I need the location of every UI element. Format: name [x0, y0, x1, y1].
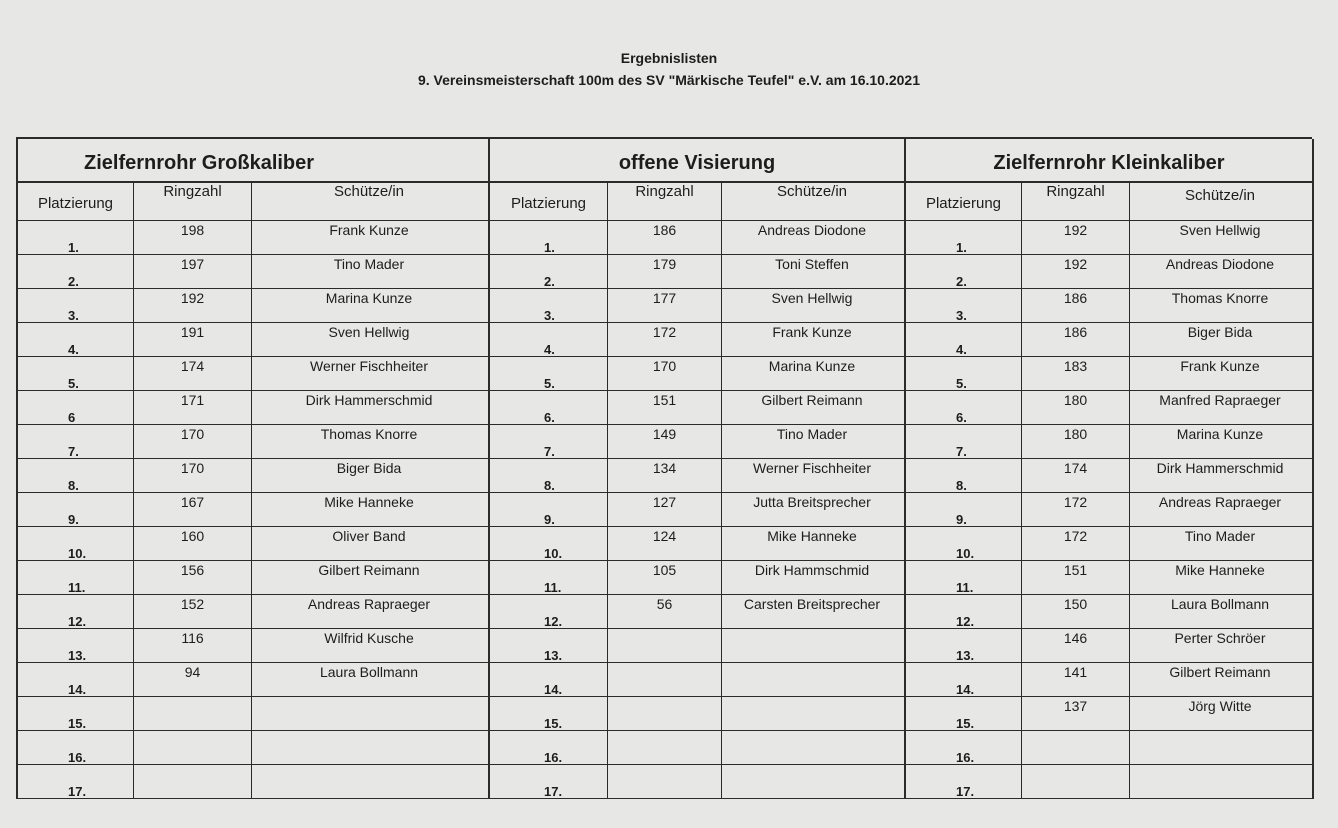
rings-cell: 167: [134, 493, 252, 526]
section-title: [18, 139, 488, 183]
place-cell: [490, 561, 608, 594]
column-header-shooter: Schütze/in: [333, 183, 405, 200]
table-row: [906, 391, 1312, 425]
place-cell: [490, 527, 608, 560]
place-value: 11.: [956, 580, 974, 595]
place-cell: [18, 629, 134, 662]
table-row: [18, 731, 488, 765]
shooter-cell: [722, 731, 902, 764]
table-row: [906, 357, 1312, 391]
column-header-row: [18, 183, 488, 221]
place-cell: [18, 221, 134, 254]
shooter-cell: [252, 697, 486, 730]
place-value: 7.: [544, 444, 555, 459]
shooter-cell: Sven Hellwig: [771, 290, 853, 306]
place-value: 17.: [544, 784, 563, 799]
table-row: [906, 459, 1312, 493]
shooter-cell: Dirk Hammschmid: [754, 562, 870, 578]
shooter-cell: Thomas Knorre: [320, 426, 418, 442]
rings-cell: 151: [608, 391, 722, 424]
place-cell: [906, 493, 1022, 526]
place-value: 10.: [956, 546, 975, 561]
rings-cell: 170: [608, 357, 722, 390]
place-cell: [490, 459, 608, 492]
shooter-cell: Biger Bida: [1187, 324, 1253, 340]
shooter-cell: Tino Mader: [333, 256, 405, 272]
rings-cell: 177: [608, 289, 722, 322]
place-value: 10.: [68, 546, 87, 561]
shooter-cell: [722, 663, 902, 696]
place-value: 3.: [544, 308, 555, 323]
shooter-cell: Tino Mader: [776, 426, 848, 442]
place-cell: [18, 731, 134, 764]
rings-cell: 179: [608, 255, 722, 288]
rings-cell: 124: [608, 527, 722, 560]
place-value: 5.: [956, 376, 967, 391]
place-value: 8.: [68, 478, 79, 493]
shooter-cell: Laura Bollmann: [1170, 596, 1270, 612]
column-header-shooter: Schütze/in: [1184, 187, 1256, 204]
rings-cell: [608, 731, 722, 764]
table-row: [18, 425, 488, 459]
rings-cell: 134: [608, 459, 722, 492]
shooter-cell: Sven Hellwig: [328, 324, 410, 340]
shooter-cell: [722, 629, 902, 662]
shooter-cell: Mike Hanneke: [1175, 562, 1265, 578]
rings-cell: 174: [134, 357, 252, 390]
place-cell: [490, 765, 608, 798]
place-value: 5.: [68, 376, 79, 391]
shooter-cell: Frank Kunze: [1180, 358, 1260, 374]
table-row: [906, 731, 1312, 765]
shooter-cell: Marina Kunze: [325, 290, 413, 306]
rings-cell: 172: [608, 323, 722, 356]
place-value: 12.: [956, 614, 975, 629]
table-row: [18, 561, 488, 595]
place-cell: [490, 663, 608, 696]
place-cell: [18, 697, 134, 730]
table-row: [490, 357, 904, 391]
place-value: 14.: [544, 682, 563, 697]
table-row: [906, 425, 1312, 459]
column-header-place: Platzierung: [18, 183, 134, 220]
rings-cell: [608, 663, 722, 696]
place-value: 1.: [956, 240, 967, 255]
table-row: [906, 561, 1312, 595]
shooter-cell: Marina Kunze: [1176, 426, 1264, 442]
rings-cell: 137: [1022, 697, 1130, 730]
rings-cell: 149: [608, 425, 722, 458]
place-cell: [18, 663, 134, 696]
table-row: [906, 663, 1312, 697]
place-cell: [490, 629, 608, 662]
place-cell: [18, 459, 134, 492]
shooter-cell: Jörg Witte: [1188, 698, 1252, 714]
table-row: [906, 697, 1312, 731]
place-cell: [490, 731, 608, 764]
place-cell: [906, 697, 1022, 730]
shooter-cell: Werner Fischheiter: [309, 358, 428, 374]
place-value: 7.: [68, 444, 79, 459]
table-row: [490, 221, 904, 255]
shooter-cell: Gilbert Reimann: [318, 562, 420, 578]
rings-cell: [1022, 731, 1130, 764]
rings-cell: 146: [1022, 629, 1130, 662]
table-row: [18, 595, 488, 629]
place-value: 11.: [544, 580, 562, 595]
place-value: 12.: [544, 614, 563, 629]
table-row: [18, 221, 488, 255]
place-value: 1.: [68, 240, 79, 255]
place-value: 15.: [544, 716, 563, 731]
place-value: 2.: [544, 274, 555, 289]
rings-cell: [608, 629, 722, 662]
place-value: 4.: [544, 342, 555, 357]
place-value: 4.: [956, 342, 967, 357]
results-table: [16, 137, 1312, 799]
place-cell: [490, 357, 608, 390]
section-title-text: offene Visierung: [618, 152, 776, 174]
rings-cell: 105: [608, 561, 722, 594]
table-row: [906, 289, 1312, 323]
table-row: [18, 697, 488, 731]
rings-cell: 198: [134, 221, 252, 254]
place-value: 12.: [68, 614, 87, 629]
shooter-cell: Jutta Breitsprecher: [753, 494, 871, 510]
table-row: [18, 255, 488, 289]
rings-cell: 151: [1022, 561, 1130, 594]
shooter-cell: Wilfrid Kusche: [324, 630, 414, 646]
place-cell: [906, 765, 1022, 798]
place-cell: [18, 357, 134, 390]
table-row: [18, 493, 488, 527]
document-subtitle: 9. Vereinsmeisterschaft 100m des SV "Märkische Teufel" e.V. am 16.10.2021: [417, 72, 920, 88]
table-row: [490, 765, 904, 799]
place-cell: [906, 561, 1022, 594]
rings-cell: [1022, 765, 1130, 798]
rings-cell: 116: [134, 629, 252, 662]
table-row: [906, 595, 1312, 629]
rings-cell: 186: [608, 221, 722, 254]
place-value: 14.: [956, 682, 975, 697]
table-row: [490, 459, 904, 493]
rings-cell: 156: [134, 561, 252, 594]
section-1: [18, 139, 490, 799]
place-value: 6.: [956, 410, 967, 425]
shooter-cell: Manfred Rapraeger: [1159, 392, 1281, 408]
shooter-cell: Oliver Band: [332, 528, 406, 544]
place-cell: [906, 459, 1022, 492]
table-row: [490, 595, 904, 629]
rings-cell: 172: [1022, 527, 1130, 560]
shooter-cell: Andreas Diodone: [757, 222, 867, 238]
rings-cell: 160: [134, 527, 252, 560]
shooter-cell: [252, 765, 486, 798]
place-value: 8.: [544, 478, 555, 493]
place-value: 14.: [68, 682, 87, 697]
table-row: [490, 493, 904, 527]
place-cell: [490, 221, 608, 254]
rings-cell: 172: [1022, 493, 1130, 526]
table-row: [490, 697, 904, 731]
place-cell: [906, 731, 1022, 764]
rings-cell: 197: [134, 255, 252, 288]
rings-cell: 180: [1022, 391, 1130, 424]
place-value: 13.: [544, 648, 563, 663]
shooter-cell: Andreas Rapraeger: [1158, 494, 1282, 510]
document-title: Ergebnislisten: [620, 50, 718, 66]
shooter-cell: Mike Hanneke: [324, 494, 414, 510]
place-value: 1.: [544, 240, 555, 255]
table-row: [490, 425, 904, 459]
shooter-cell: [722, 697, 902, 730]
column-header-row: [906, 183, 1312, 221]
place-cell: [490, 255, 608, 288]
table-row: [490, 527, 904, 561]
column-header-place: Platzierung: [906, 183, 1022, 220]
section-3: [906, 139, 1314, 799]
place-cell: [906, 323, 1022, 356]
shooter-cell: Dirk Hammerschmid: [1156, 460, 1284, 476]
place-value: 9.: [68, 512, 79, 527]
place-value: 15.: [68, 716, 87, 731]
table-row: [18, 663, 488, 697]
shooter-cell: Gilbert Reimann: [761, 392, 863, 408]
section-title-text: Zielfernrohr Kleinkaliber: [993, 152, 1225, 174]
place-cell: [490, 595, 608, 628]
place-cell: [18, 527, 134, 560]
shooter-cell: Dirk Hammerschmid: [305, 392, 433, 408]
place-cell: [490, 697, 608, 730]
column-header-rings: Ringzahl: [134, 183, 252, 220]
place-value: 17.: [68, 784, 87, 799]
place-value: 3.: [956, 308, 967, 323]
place-value: 3.: [68, 308, 79, 323]
shooter-cell: [1130, 731, 1310, 764]
rings-cell: 191: [134, 323, 252, 356]
place-cell: [18, 425, 134, 458]
rings-cell: 180: [1022, 425, 1130, 458]
rings-cell: 171: [134, 391, 252, 424]
table-row: [490, 255, 904, 289]
table-row: [490, 391, 904, 425]
table-row: [18, 391, 488, 425]
place-value: 2.: [956, 274, 967, 289]
shooter-cell: Frank Kunze: [772, 324, 852, 340]
place-cell: [490, 323, 608, 356]
rings-cell: 56: [608, 595, 722, 628]
place-value: 9.: [544, 512, 555, 527]
shooter-cell: Werner Fischheiter: [752, 460, 871, 476]
rings-cell: 192: [1022, 255, 1130, 288]
place-cell: [906, 221, 1022, 254]
place-cell: [906, 255, 1022, 288]
shooter-cell: Sven Hellwig: [1179, 222, 1261, 238]
rings-cell: 183: [1022, 357, 1130, 390]
table-row: [18, 357, 488, 391]
rings-cell: 170: [134, 459, 252, 492]
rings-cell: 150: [1022, 595, 1130, 628]
place-cell: [906, 527, 1022, 560]
place-value: 4.: [68, 342, 79, 357]
table-row: [490, 629, 904, 663]
shooter-cell: [252, 731, 486, 764]
place-cell: [18, 595, 134, 628]
rings-cell: 192: [1022, 221, 1130, 254]
place-value: 7.: [956, 444, 967, 459]
place-value: 2.: [68, 274, 79, 289]
table-row: [490, 323, 904, 357]
shooter-cell: Toni Steffen: [775, 256, 849, 272]
place-value: 10.: [544, 546, 563, 561]
table-row: [18, 629, 488, 663]
place-cell: [906, 357, 1022, 390]
place-value: 16.: [956, 750, 975, 765]
place-cell: [18, 255, 134, 288]
rings-cell: 152: [134, 595, 252, 628]
shooter-cell: Mike Hanneke: [767, 528, 857, 544]
table-row: [18, 323, 488, 357]
table-row: [18, 765, 488, 799]
table-row: [490, 731, 904, 765]
place-cell: [18, 493, 134, 526]
place-cell: [18, 561, 134, 594]
shooter-cell: Gilbert Reimann: [1169, 664, 1271, 680]
rings-cell: 192: [134, 289, 252, 322]
rings-cell: [134, 765, 252, 798]
column-header-row: [490, 183, 904, 221]
rings-cell: 174: [1022, 459, 1130, 492]
shooter-cell: Andreas Diodone: [1165, 256, 1275, 272]
table-row: [490, 663, 904, 697]
shooter-cell: Andreas Rapraeger: [307, 596, 431, 612]
column-header-rings: Ringzahl: [1022, 183, 1130, 220]
table-row: [490, 289, 904, 323]
place-cell: [18, 765, 134, 798]
section-title: [490, 139, 904, 183]
shooter-cell: Biger Bida: [336, 460, 402, 476]
section-title-text: Zielfernrohr Großkaliber: [84, 152, 315, 174]
table-row: [18, 527, 488, 561]
place-value: 5.: [544, 376, 555, 391]
place-value: 11.: [68, 580, 86, 595]
table-row: [906, 323, 1312, 357]
shooter-cell: Marina Kunze: [768, 358, 856, 374]
place-value: 6.: [544, 410, 555, 425]
table-row: [490, 561, 904, 595]
column-header-place: Platzierung: [490, 183, 608, 220]
place-cell: [906, 629, 1022, 662]
shooter-cell: [722, 765, 902, 798]
shooter-cell: Laura Bollmann: [319, 664, 419, 680]
place-value: 17.: [956, 784, 975, 799]
place-cell: [906, 425, 1022, 458]
shooter-cell: Thomas Knorre: [1171, 290, 1269, 306]
place-cell: [18, 289, 134, 322]
rings-cell: 170: [134, 425, 252, 458]
rings-cell: 127: [608, 493, 722, 526]
table-row: [906, 221, 1312, 255]
table-row: [906, 765, 1312, 799]
rings-cell: 94: [134, 663, 252, 696]
shooter-cell: Tino Mader: [1184, 528, 1256, 544]
place-cell: [490, 425, 608, 458]
table-row: [18, 289, 488, 323]
shooter-cell: Frank Kunze: [329, 222, 409, 238]
place-value: 13.: [68, 648, 87, 663]
place-value: 15.: [956, 716, 975, 731]
place-value: 16.: [544, 750, 563, 765]
column-header-shooter: Schütze/in: [776, 183, 848, 200]
place-cell: [906, 289, 1022, 322]
column-header-rings: Ringzahl: [608, 183, 722, 220]
rings-cell: 186: [1022, 289, 1130, 322]
section-2: [490, 139, 906, 799]
rings-cell: [134, 697, 252, 730]
place-cell: [490, 289, 608, 322]
table-row: [18, 459, 488, 493]
place-cell: [906, 391, 1022, 424]
section-title: [906, 139, 1312, 183]
place-value: 9.: [956, 512, 967, 527]
shooter-cell: Carsten Breitsprecher: [743, 596, 881, 612]
rings-cell: [608, 765, 722, 798]
place-value: 8.: [956, 478, 967, 493]
place-cell: [906, 595, 1022, 628]
place-cell: [18, 323, 134, 356]
table-row: [906, 629, 1312, 663]
place-cell: [18, 391, 134, 424]
place-cell: [490, 391, 608, 424]
rings-cell: [134, 731, 252, 764]
rings-cell: 186: [1022, 323, 1130, 356]
place-value: 13.: [956, 648, 975, 663]
shooter-cell: [1130, 765, 1310, 798]
place-value: 16.: [68, 750, 87, 765]
results-columns: [18, 139, 1312, 799]
table-row: [906, 493, 1312, 527]
place-cell: [490, 493, 608, 526]
rings-cell: 141: [1022, 663, 1130, 696]
table-row: [906, 527, 1312, 561]
table-row: [906, 255, 1312, 289]
place-value: 6: [68, 410, 76, 425]
shooter-cell: Perter Schröer: [1174, 630, 1266, 646]
rings-cell: [608, 697, 722, 730]
place-cell: [906, 663, 1022, 696]
